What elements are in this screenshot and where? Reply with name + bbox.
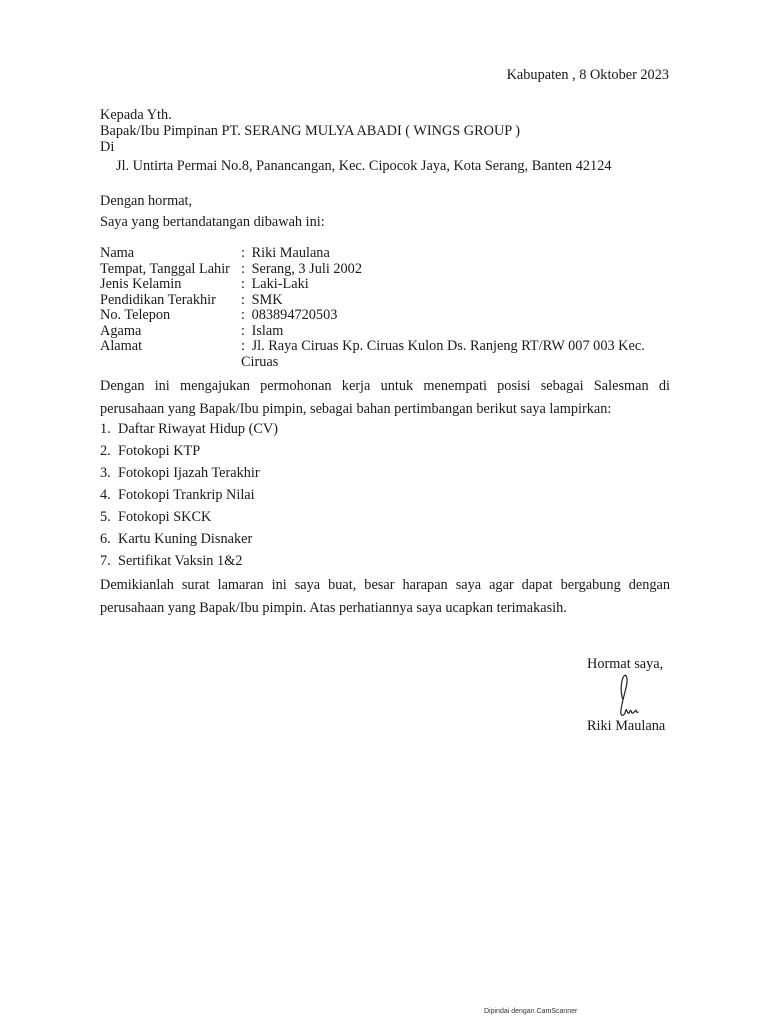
info-value: 083894720503	[251, 307, 338, 323]
scanner-footer: Dipindai dengan CamScanner	[484, 1008, 578, 1015]
info-label: Pendidikan Terakhir	[100, 291, 216, 308]
recipient-di: Di	[100, 139, 115, 155]
list-text: Fotokopi Ijazah Terakhir	[118, 465, 260, 481]
info-value: Jl. Raya Ciruas Kp. Ciruas Kulon Ds. Ranjeng RT/RW 007 003 Kec. Ciruas	[241, 338, 645, 370]
info-value: Serang, 3 Juli 2002	[251, 260, 362, 277]
list-text: Fotokopi SKCK	[118, 509, 212, 525]
info-row-alamat	[100, 339, 671, 370]
info-label: Alamat	[100, 338, 143, 354]
info-row-telepon	[100, 308, 671, 324]
recipient-name: Bapak/Ibu Pimpinan PT. SERANG MULYA ABADI ( WINGS GROUP )	[100, 123, 521, 139]
list-item	[100, 550, 278, 572]
attachment-list	[100, 418, 278, 572]
list-text: Sertifikat Vaksin 1&2	[118, 553, 243, 569]
recipient-block	[100, 107, 612, 174]
closing-paragraph: Demikianlah surat lamaran ini saya buat, besar harapan saya agar dapat bergabung dengan perusahaan yang Bapak/Ibu pimpin. Atas perhatiannya saya ucapkan terimakasih.	[100, 577, 670, 616]
info-value: SMK	[251, 291, 283, 308]
list-number: 7.	[100, 553, 111, 569]
info-value: Riki Maulana	[251, 245, 330, 261]
info-label: Agama	[100, 322, 142, 339]
intro-line: Saya yang bertandatangan dibawah ini:	[100, 214, 325, 230]
info-label: Nama	[100, 245, 135, 261]
signer-name: Riki Maulana	[587, 718, 666, 734]
recipient-address: Jl. Untirta Permai No.8, Panancangan, Kec. Cipocok Jaya, Kota Serang, Banten 42124	[116, 158, 612, 174]
info-row-agama	[100, 324, 671, 340]
list-item	[100, 440, 278, 462]
list-item	[100, 418, 278, 440]
info-colon: :	[241, 245, 245, 261]
list-number: 1.	[100, 421, 111, 437]
list-number: 2.	[100, 443, 111, 459]
signature-mark	[614, 670, 644, 720]
info-label: Jenis Kelamin	[100, 276, 182, 292]
list-number: 4.	[100, 487, 111, 503]
info-label: Tempat, Tanggal Lahir	[100, 260, 230, 277]
info-value: Islam	[251, 322, 284, 339]
greeting: Dengan hormat,	[100, 193, 193, 209]
list-text: Fotokopi KTP	[118, 443, 201, 459]
greeting-block	[100, 193, 325, 230]
applicant-info-table	[100, 246, 671, 370]
info-colon: :	[241, 260, 245, 277]
list-number: 5.	[100, 509, 111, 525]
info-colon: :	[241, 276, 245, 292]
info-colon: :	[241, 307, 245, 323]
info-row-pendidikan	[100, 293, 671, 309]
list-item	[100, 528, 278, 550]
place-date: Kabupaten , 8 Oktober 2023	[506, 67, 669, 83]
list-text: Kartu Kuning Disnaker	[118, 531, 253, 547]
recipient-salutation: Kepada Yth.	[100, 107, 172, 123]
list-number: 6.	[100, 531, 111, 547]
info-row-ttl	[100, 262, 671, 278]
list-item	[100, 506, 278, 528]
list-text: Daftar Riwayat Hidup (CV)	[118, 421, 279, 437]
info-value: Laki-Laki	[251, 276, 309, 292]
info-colon: :	[241, 291, 245, 308]
info-row-nama	[100, 246, 671, 262]
list-number: 3.	[100, 465, 111, 481]
body-paragraph: Dengan ini mengajukan permohonan kerja untuk menempati posisi sebagai Salesman di perusahaan yang Bapak/Ibu pimpin, sebagai bahan pertimbangan berikut saya lampirkan:	[100, 378, 670, 417]
list-text: Fotokopi Trankrip Nilai	[118, 487, 255, 503]
info-row-jenis-kelamin	[100, 277, 671, 293]
list-item	[100, 462, 278, 484]
info-colon: :	[241, 322, 245, 339]
closing-salutation: Hormat saya,	[587, 656, 664, 672]
list-item	[100, 484, 278, 506]
info-label: No. Telepon	[100, 307, 171, 323]
info-colon: :	[241, 338, 245, 354]
